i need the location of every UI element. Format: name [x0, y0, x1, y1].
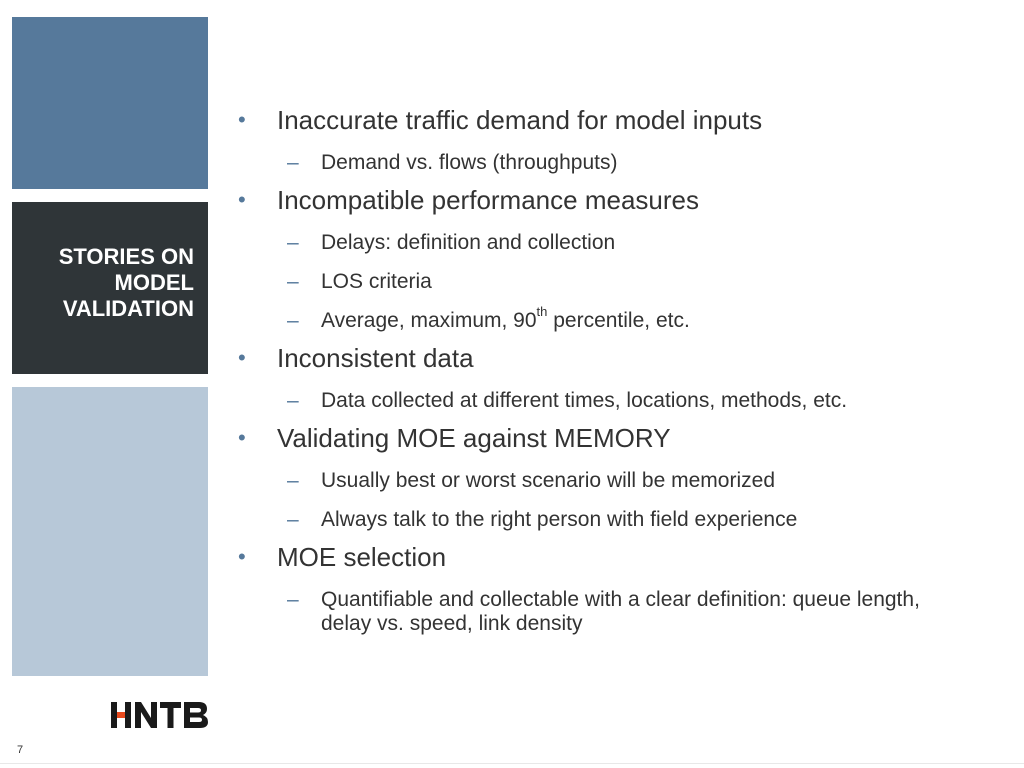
bullet-item [236, 541, 956, 573]
sub-bullet-text: Usually best or worst scenario will be memorized [321, 469, 775, 492]
sub-bullet-marker: – [287, 469, 299, 492]
sub-bullet-marker: – [287, 231, 299, 254]
sub-bullet-text: Delays: definition and collection [321, 231, 616, 254]
sub-bullet-item [236, 469, 956, 493]
sub-bullet-item [236, 389, 956, 413]
section-title-panel [12, 202, 208, 374]
sub-bullet-marker: – [287, 508, 299, 531]
sub-bullet-marker: – [287, 588, 299, 611]
sub-bullet-marker: – [287, 309, 299, 332]
bullet-text: Inaccurate traffic demand for model inputs [277, 105, 763, 135]
hntb-logo-icon [111, 700, 209, 730]
page-number: 7 [17, 744, 24, 756]
bullet-item [236, 104, 956, 136]
sub-bullet-marker: – [287, 389, 299, 412]
bottom-divider [0, 763, 1024, 764]
sub-bullet-text: Always talk to the right person with field experience [321, 508, 798, 531]
sub-bullet-item [236, 270, 956, 294]
bullet-marker: • [238, 425, 246, 450]
sub-bullet-marker: – [287, 151, 299, 174]
sub-bullet-item [236, 304, 956, 333]
sub-bullet-item [236, 508, 956, 532]
bullet-item [236, 342, 956, 374]
bullet-marker: • [238, 345, 246, 370]
sub-bullet-text: Demand vs. flows (throughputs) [321, 151, 618, 174]
sub-bullet-text: LOS criteria [321, 270, 432, 293]
sub-bullet-item [236, 151, 956, 175]
sub-bullet-text: Data collected at different times, locations, methods, etc. [321, 389, 848, 412]
bullet-item [236, 184, 956, 216]
sub-bullet-marker: – [287, 270, 299, 293]
hntb-logo [111, 700, 209, 730]
bullet-marker: • [238, 107, 246, 132]
bullet-marker: • [238, 544, 246, 569]
bullet-marker: • [238, 187, 246, 212]
bullet-text: Incompatible performance measures [277, 185, 699, 215]
sub-bullet-text: Quantifiable and collectable with a clear definition: queue length, delay vs. speed, link density [321, 588, 920, 635]
bullet-text: MOE selection [277, 542, 447, 572]
sub-bullet-item [236, 588, 956, 636]
sub-bullet-text: Average, maximum, 90 [321, 309, 537, 332]
bullet-list [236, 104, 956, 636]
bullet-item [236, 422, 956, 454]
superscript-th: th [536, 304, 548, 319]
bullet-text: Validating MOE against MEMORY [277, 423, 671, 453]
decorative-block-top [12, 17, 208, 189]
decorative-block-bottom [12, 387, 208, 676]
section-title: STORIES ON MODEL VALIDATION [58, 244, 194, 321]
bullet-text: Inconsistent data [277, 343, 474, 373]
sub-bullet-text-after: percentile, etc. [547, 309, 690, 332]
sub-bullet-item [236, 231, 956, 255]
